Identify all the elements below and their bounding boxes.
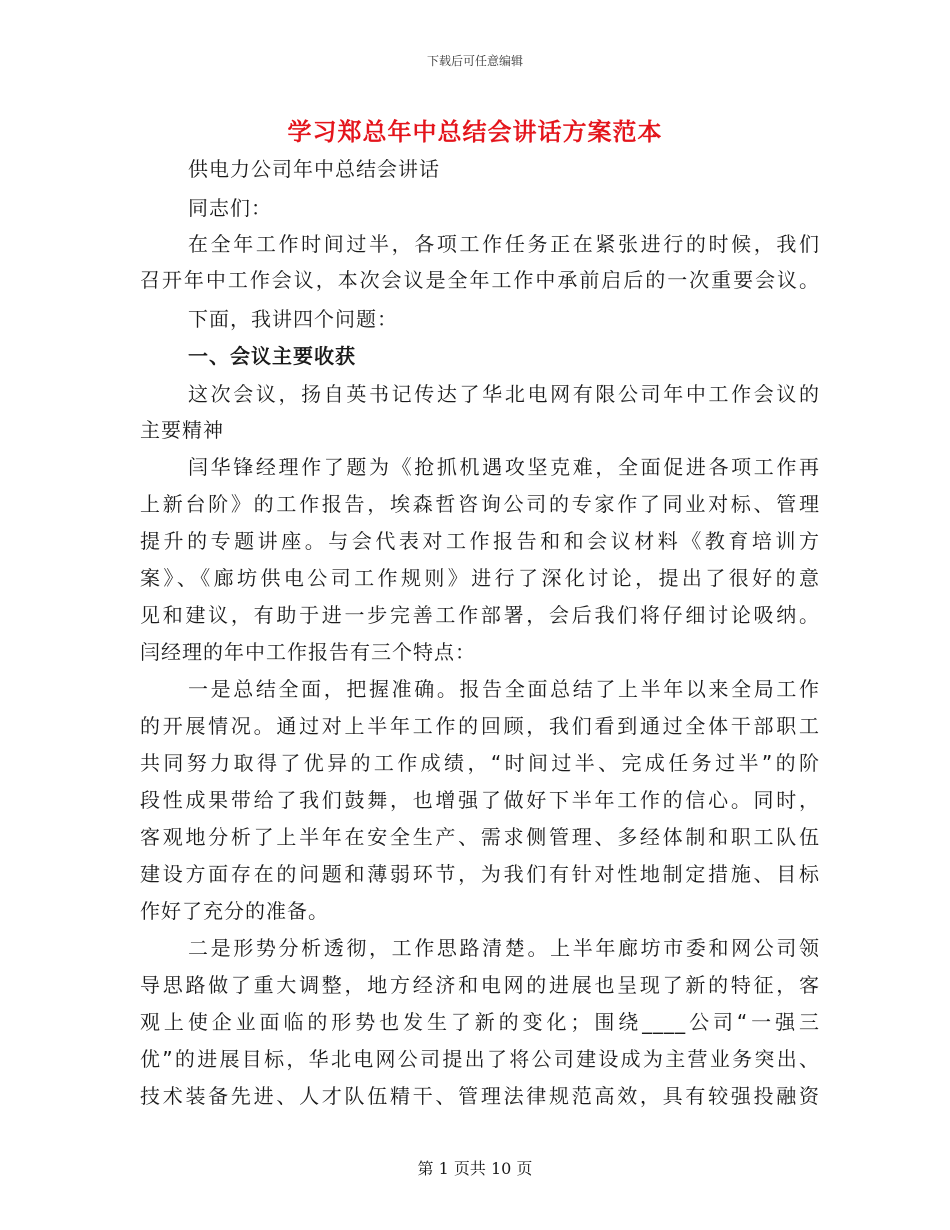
text-line: 同志们：	[188, 196, 272, 220]
text-line: 这次会议，扬自英书记传达了华北电网有限公司年中工作会议的	[188, 382, 820, 406]
text-line: 二是形势分析透彻，工作思路清楚。上半年廊坊市委和网公司领	[188, 936, 820, 960]
text-line: 作好了充分的准备。	[140, 899, 329, 923]
text-line: 召开年中工作会议，本次会议是全年工作中承前启后的一次重要会议。	[140, 268, 820, 292]
text-line: 一是总结全面，把握准确。报告全面总结了上半年以来全局工作	[188, 677, 820, 701]
text-line: 见和建议，有助于进一步完善工作部署，会后我们将仔细讨论吸纳。	[140, 603, 820, 627]
text-line: 优”的进展目标，华北电网公司提出了将公司建设成为主营业务突出、	[140, 1047, 820, 1071]
text-line: 在全年工作时间过半，各项工作任务正在紧张进行的时候，我们	[188, 232, 820, 256]
text-line: 闫华锋经理作了题为《抢抓机遇攻坚克难，全面促进各项工作再	[188, 455, 820, 479]
document-title: 学习郑总年中总结会讲话方案范本	[287, 118, 663, 146]
text-line: 提升的专题讲座。与会代表对工作报告和和会议材料《教育培训方	[140, 529, 820, 553]
text-line: 技术装备先进、人才队伍精干、管理法律规范高效，具有较强投融资	[140, 1084, 820, 1108]
page-footer: 第 1 页共 10 页	[417, 1159, 533, 1178]
text-line: 建设方面存在的问题和薄弱环节，为我们有针对性地制定措施、目标	[140, 862, 820, 886]
text-line: 上新台阶》的工作报告，埃森哲咨询公司的专家作了同业对标、管理	[140, 492, 820, 516]
text-line: 闫经理的年中工作报告有三个特点：	[140, 640, 476, 664]
page-header: 下载后可任意编辑	[426, 54, 523, 68]
text-line: 客观地分析了上半年在安全生产、需求侧管理、多经体制和职工队伍	[140, 825, 820, 849]
text-line: 的开展情况。通过对上半年工作的回顾，我们看到通过全体干部职工	[140, 714, 820, 738]
text-line: 下面，我讲四个问题：	[188, 307, 398, 331]
text-line: 段性成果带给了我们鼓舞，也增强了做好下半年工作的信心。同时，	[140, 788, 820, 812]
section-heading: 一、会议主要收获	[188, 344, 356, 368]
text-line: 导思路做了重大调整，地方经济和电网的进展也呈现了新的特征，客	[140, 973, 820, 997]
text-line: 主要精神	[140, 418, 224, 442]
text-line: 供电力公司年中总结会讲话	[188, 157, 440, 181]
text-line: 观上使企业面临的形势也发生了新的变化；围绕____公司“一强三	[140, 1010, 820, 1034]
text-line: 共同努力取得了优异的工作成绩，“时间过半、完成任务过半”的阶	[140, 751, 820, 775]
text-line: 案》、《廊坊供电公司工作规则》进行了深化讨论，提出了很好的意	[140, 566, 820, 590]
